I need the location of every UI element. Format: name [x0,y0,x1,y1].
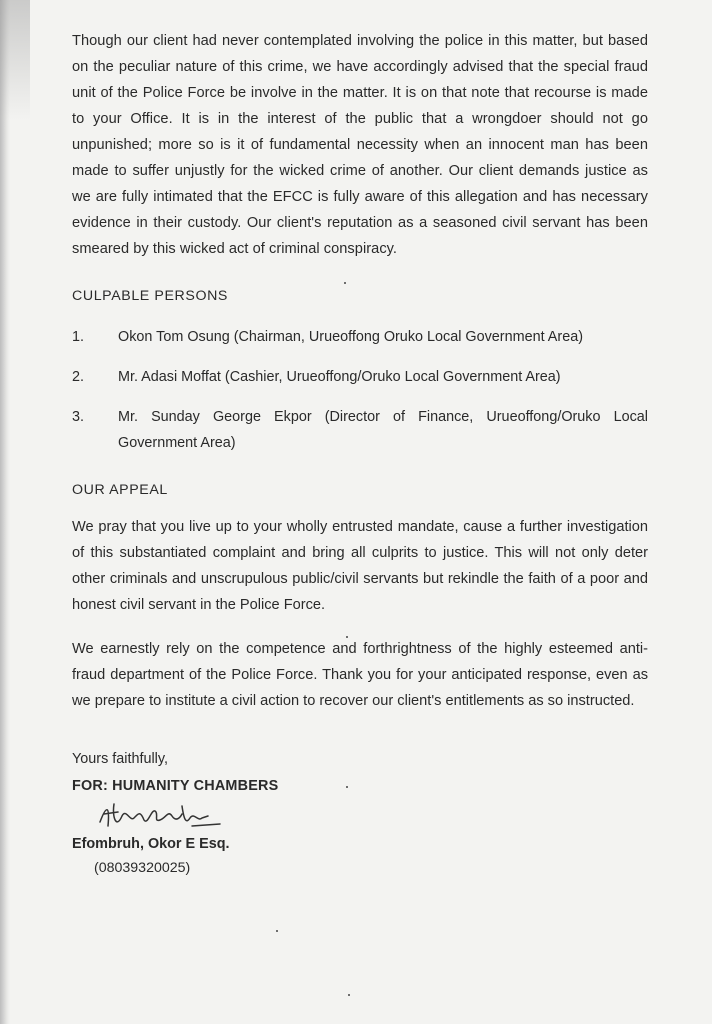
culpable-persons-heading: CULPABLE PERSONS [72,288,228,304]
firm-name: FOR: HUMANITY CHAMBERS [72,778,279,794]
scan-speck [344,282,346,284]
list-item [72,404,648,456]
list-text: Okon Tom Osung (Chairman, Urueoffong Oruko Local Government Area) [118,329,583,345]
signer-phone: (08039320025) [94,860,191,876]
scan-speck [348,994,350,996]
appeal-paragraph-1: We pray that you live up to your wholly entrusted mandate, cause a further investigation of this substantiated complaint and bring all culprits to justice. This will not only deter other criminals and unscrupulous public/civil servants but rekindle the faith of a poor and honest civil servant in the Police Force. [72,519,648,613]
page-shadow-corner [0,0,30,120]
culpable-persons-list [72,324,648,456]
list-number: 2. [72,369,85,385]
letter-body [72,28,648,876]
scan-speck [346,636,348,638]
body-paragraph: Though our client had never contemplated involving the police in this matter, but based on the peculiar nature of this crime, we have accordingly advised that the special fraud unit of the Police Force be involve in the matter. It is on that note that recourse is made to your Office. It is in the interest of the public that a wrongdoer should not go unpunished; more so is it of fundamental necessity when an innocent man has been made to suffer unjustly for the wicked crime of another. Our client demands justice as we are fully intimated that the EFCC is fully aware of this allegation and has necessary evidence in their custody. Our client's reputation as a seasoned civil servant has been smeared by this wicked act of criminal conspiracy. [72,33,648,257]
our-appeal-heading: OUR APPEAL [72,482,168,498]
closing-salutation: Yours faithfully, [72,751,168,767]
list-item [72,364,648,390]
appeal-paragraph-2: We earnestly rely on the competence and forthrightness of the highly esteemed anti-fraud department of the Police Force. Thank you for your anticipated response, even as we prepare to institute a civil action to recover our client's entitlements as so instructed. [72,641,648,709]
handwritten-signature [96,796,236,836]
scan-speck [346,786,348,788]
signer-name: Efombruh, Okor E Esq. [72,836,230,852]
list-text: Mr. Sunday George Ekpor (Director of Finance, Urueoffong/Oruko Local Government Area) [118,409,648,451]
page-shadow-edge [0,0,10,1024]
list-item [72,324,648,350]
list-number: 1. [72,329,85,345]
list-number: 3. [72,409,85,425]
scan-speck [276,930,278,932]
list-text: Mr. Adasi Moffat (Cashier, Urueoffong/Oruko Local Government Area) [118,369,561,385]
